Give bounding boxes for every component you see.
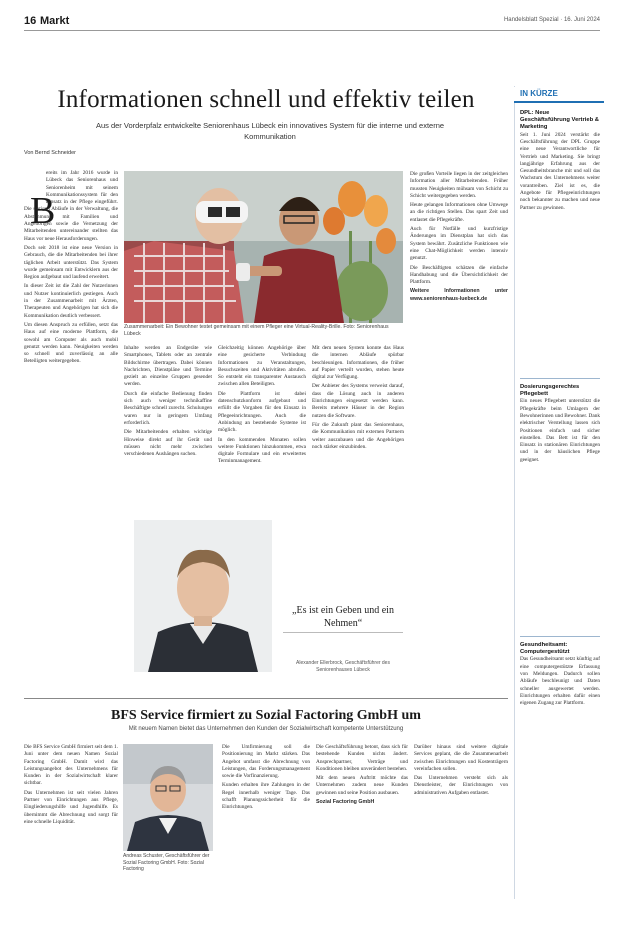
article2-lead: Mit neuem Namen bietet das Unternehmen den Kunden der Sozialwirtschaft kompetente Unterstützung [128, 726, 404, 732]
paragraph: Mit dem neuen Auftritt möchte das Unternehmen zudem neue Kunden gewinnen und seine Position ausbauen. [316, 775, 408, 796]
sidebar-item [520, 642, 600, 897]
vr-photo-illustration [124, 171, 403, 323]
article-column-3 [218, 345, 306, 517]
article-byline: Von Bernd Schneider [24, 150, 76, 156]
paragraph: Die Geschäftsführung betont, dass sich für bestehende Kunden nichts ändert. Ansprechpartner, Verträge und Konditionen bleiben unverändert bestehen. [316, 744, 408, 772]
paragraph: In dieser Zeit ist die Zahl der Nutzerinnen und Nutzer kontinuierlich gestiegen. Auch in der Zusammenarbeit mit Ärzten, Therapeuten und Angehörigen hat sich die Kommunikation deutlich verbessert. [24, 283, 118, 319]
paragraph: Für die Zukunft plant das Seniorenhaus, die Kommunikation mit externen Partnern weiter auszubauen und die Angehörigen noch stärker einzubinden. [312, 421, 404, 450]
paragraph: In den kommenden Monaten sollen weitere Funktionen hinzukommen, etwa digitale Formulare und ein erweitertes Terminmanagement. [218, 436, 306, 465]
article2-photo-caption: Andreas Schuster, Geschäftsführer der Sozial Factoring GmbH. Foto: Sozial Factoring [123, 853, 210, 872]
paragraph: Heute gelangen Informationen ohne Umwege an die richtigen Stellen. Das spart Zeit und entlastet die Pflegekräfte. [410, 202, 508, 223]
paragraph: Die großen Vorteile liegen in der zeitgleichen Information aller Mitarbeitenden. Früher mussten Neuigkeiten mühsam von Schicht zu Schicht weitergegeben werden. [410, 171, 508, 199]
paragraph: Kunden erhalten ihre Zahlungen in der Regel innerhalb weniger Tage. Das schafft Planungssicherheit für die Einrichtungen. [222, 782, 310, 811]
article-lead: Aus der Vorderpfalz entwickelte Seniorenhaus Lübeck ein innovatives System für die interne und externe Kommunikation [95, 121, 445, 141]
paragraph: Darüber hinaus sind weitere digitale Services geplant, die die Zusammenarbeit zwischen Einrichtungen und Kostenträgern vereinfachen sollen. [414, 744, 508, 772]
paragraph: Die Umfirmierung soll die Positionierung im Markt stärken. Das Angebot umfasst die Abrechnung von Leistungen, das Forderungsmanagement sowie die Vorfinanzierung. [222, 744, 310, 780]
executive-portrait-illustration [123, 744, 213, 851]
paragraph: Das Unternehmen versteht sich als Dienstleister, der Einrichtungen von administrativen Aufgaben entlastet. [414, 775, 508, 796]
quote-divider [283, 632, 403, 633]
sidebar-item-body: Das Gesundheitsamt setzt künftig auf eine computergestützte Erfassung von Meldungen. Dadurch sollen Abläufe beschleunigt und Daten schneller ausgewertet werden. Einrichtungen erhalten dafür einen eigenen Zugang zur Plattform. [520, 656, 600, 707]
sidebar-item [520, 384, 600, 630]
issue-info: Handelsblatt Spezial · 16. Juni 2024 [503, 17, 600, 23]
header-rule [24, 30, 600, 31]
paragraph: Die Beschäftigten schätzen die einfache Handhabung und die Übersichtlichkeit der Plattform. [410, 264, 508, 286]
article-column-4 [312, 345, 404, 597]
article-photo-vr [124, 171, 403, 323]
paragraph: Doch seit 2018 ist eine neue Version in Gebrauch, die die Mitarbeitenden bei ihrer täglichen Arbeit unterstützt. Das System wurde gemeinsam mit Entwicklern aus der Region aufgebaut und laufend erweitert. [24, 244, 118, 281]
sidebar-item-title: DPL: Neue Geschäftsführung Vertrieb & Marketing [520, 110, 599, 131]
article2-headline: BFS Service firmiert zu Sozial Factoring GmbH um [111, 708, 421, 723]
quote-attribution: Alexander Ellerbrock, Geschäftsführer des Seniorenhauses Lübeck [296, 660, 390, 673]
article2-column-2 [222, 744, 310, 899]
paragraph: Die Mitarbeitenden erhalten wichtige Hinweise direkt auf ihr Gerät und müssen nicht mehr zwischen verschiedenen Aushängen suchen. [124, 429, 212, 458]
paragraph: ereits im Jahr 2016 wurde in Lübeck das Seniorenhaus und Seniorenheim mit seinem Kommunikationssystem für den Einsatz in der Pflege eingeführt. Die stetigen Abläufe in der Verwaltung, die Abstimmung mit Familien und Angehörigen sowie die Vernetzung der Mitarbeitenden untereinander stellten das Haus vor neue Herausforderungen. [24, 170, 118, 242]
sidebar-item-title: Gesundheitsamt: Computergestützt [520, 642, 570, 656]
paragraph: Mit dem neuen System konnte das Haus die internen Abläufe spürbar beschleunigen. Informationen, die früher auf Papier verteilt wurden, stehen heute digital zur Verfügung. [312, 345, 404, 381]
paragraph: Die Plattform ist dabei datenschutzkonform aufgebaut und erfüllt die Vorgaben für den Einsatz in Pflegeeinrichtungen. Auch die Anbindung an bestehende Systeme ist möglich. [218, 390, 306, 434]
article-headline: Informationen schnell und effektiv teilen [57, 86, 475, 113]
paragraph-signature: Sozial Factoring GmbH [316, 799, 375, 806]
dropcap-spacer [24, 170, 46, 206]
paragraph: Das Unternehmen ist seit vielen Jahren Partner von Einrichtungen aus Pflege, Eingliederungshilfe und Jugendhilfe. Es übernimmt die Abrechnung und sorgt für eine schnelle Liquidität. [24, 789, 118, 825]
portrait-illustration [134, 520, 272, 672]
pull-quote: „Es ist ein Geben und ein Nehmen“ [292, 605, 394, 629]
article2-column-4 [414, 744, 508, 899]
sidebar-tag [514, 87, 604, 103]
article2-column-3 [316, 744, 408, 899]
paragraph: Gleichzeitig können Angehörige über eine gesicherte Verbindung Informationen zu Veranstaltungen, Besuchszeiten und Aktivitäten abrufen. So entsteht ein transparenter Austausch zwischen allen Beteiligten. [218, 345, 306, 388]
article-separator [24, 698, 508, 699]
sidebar-tag-label: IN KÜRZE [520, 89, 558, 98]
paragraph-link: Weitere Informationen unter www.seniorenhaus-luebeck.de [410, 288, 508, 302]
portrait-photo [134, 520, 272, 672]
sidebar-item-body: Ein neues Pflegebett unterstützt die Pflegekräfte beim Umlagern der Bewohnerinnen und Bewohner. Dank elektrischer Verstellung lassen sich Positionen einfach und sicher einstellen. Das Bett ist für den Einsatz in stationären Einrichtungen und in der häuslichen Pflege geeignet. [520, 398, 600, 463]
sidebar-divider [520, 378, 600, 379]
paragraph: Der Anbieter des Systems verweist darauf, dass die Lösung auch in anderen Einrichtungen eingesetzt werden kann. Bereits mehrere Häuser in der Region nutzen die Software. [312, 383, 404, 419]
paragraph: Um diesen Anspruch zu erfüllen, setzt das Haus auf eine moderne Plattform, die sowohl am Computer als auch mobil genutzt werden kann. Neuigkeiten werden so schnell und zuverlässig an alle Beteiligten weitergegeben. [24, 321, 118, 365]
sidebar-item-body: Seit 1. Juni 2024 verstärkt die Geschäftsführung der DPL Gruppe eine neue Verantwortliche für Vertrieb und Marketing. Sie bringt langjährige Erfahrung aus der Gesundheitsbranche mit und soll das Wachstum des Unternehmens weiter vorantreiben. Ziel ist es, die Angebote für Pflegeeinrichtungen noch bekannter zu machen und neue Partner zu gewinnen. [520, 131, 600, 211]
drop-cap: B [30, 190, 56, 232]
article-column-1 [24, 170, 118, 688]
article-column-2 [124, 345, 212, 517]
article-column-5 [410, 171, 508, 691]
section-title: Markt [40, 15, 70, 27]
paragraph: Die BFS Service GmbH firmiert seit dem 1. Juni unter dem neuen Namen Sozial Factoring GmbH. Damit wird das Leistungsangebot des Unternehmens für Kunden in der Sozialwirtschaft klarer sichtbar. [24, 744, 118, 787]
sidebar-item [520, 110, 600, 370]
page-number: 16 [24, 15, 37, 27]
photo-caption: Zusammenarbeit: Ein Bewohner testet gemeinsam mit einem Pfleger eine Virtual-Reality-Brille. Foto: Seniorenhaus Lübeck [124, 324, 389, 337]
paragraph: Inhalte werden an Endgeräte wie Smartphones, Tablets oder an zentrale Bildschirme übertragen. Dabei können Nachrichten, Dienstpläne und Termine gezielt an einzelne Gruppen gesendet werden. [124, 345, 212, 388]
sidebar-item-title: Dosierungsgerechtes Pflegebett [520, 384, 580, 398]
paragraph: Auch für Notfälle und kurzfristige Änderungen im Dienstplan hat sich das System bewährt. Zusätzliche Funktionen wie eine Chat-Möglichkeit werden intensiv genutzt. [410, 226, 508, 262]
sidebar-divider [520, 636, 600, 637]
paragraph: Durch die einfache Bedienung finden sich auch weniger technikaffine Beschäftigte schnell zurecht. Schulungen waren nur in geringem Umfang erforderlich. [124, 390, 212, 426]
article2-column-1 [24, 744, 118, 899]
article2-photo [123, 744, 213, 851]
